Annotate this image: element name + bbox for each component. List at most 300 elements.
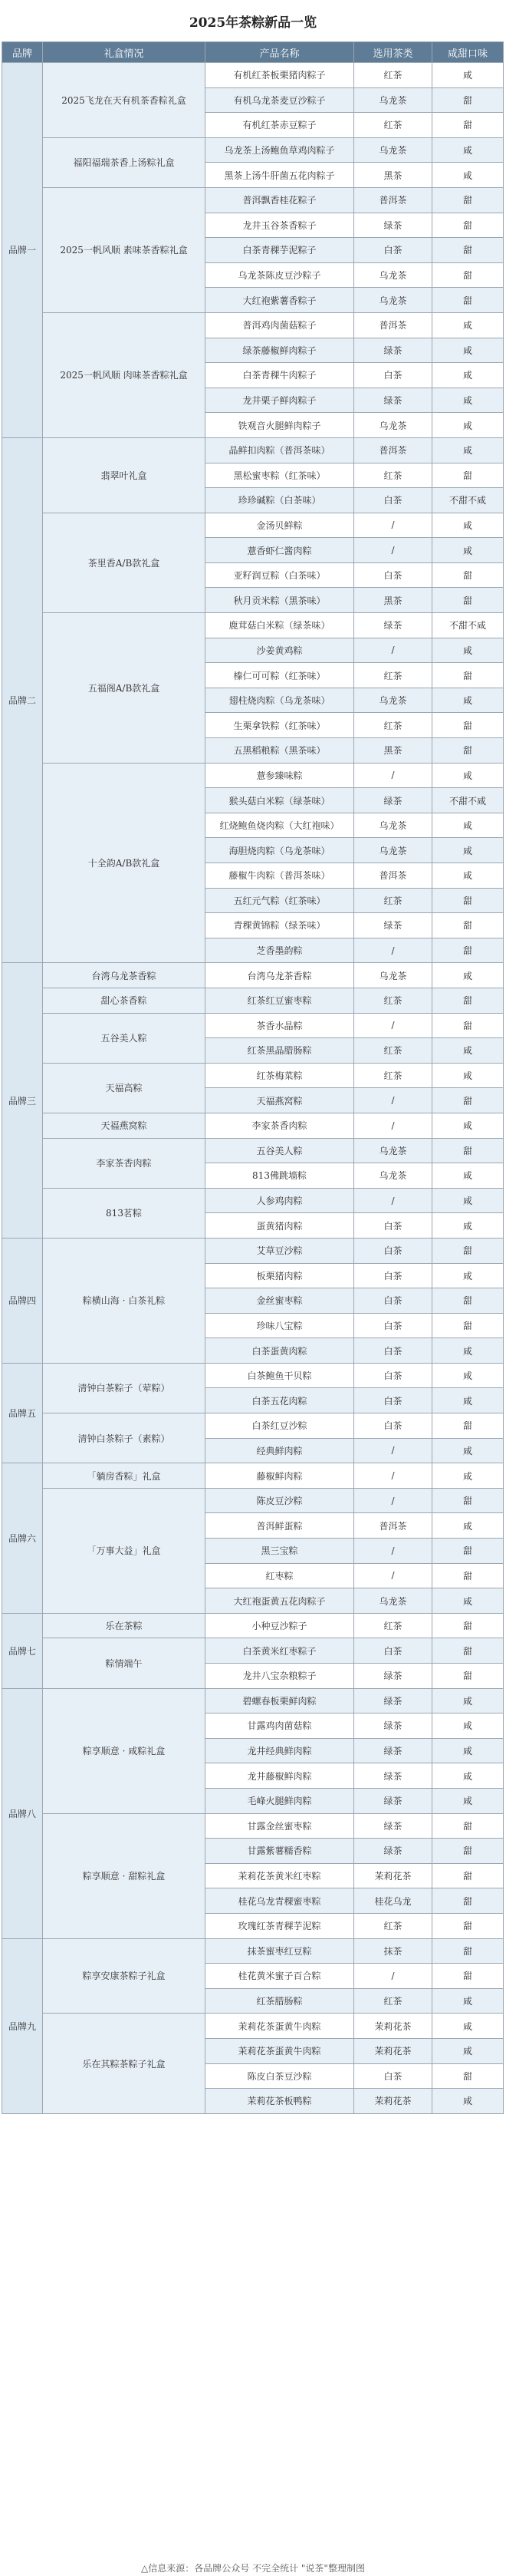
flavor-cell: 甜 — [432, 1913, 504, 1938]
tea-type-cell: 绿茶 — [354, 1813, 432, 1839]
flavor-cell: 咸 — [432, 63, 504, 88]
brand-cell: 品牌四 — [2, 1238, 43, 1363]
product-name-cell: 桂花黄米蜜子百合粽 — [205, 1964, 354, 1989]
flavor-cell: 咸 — [432, 763, 504, 788]
table-row — [2, 963, 504, 988]
tea-type-cell: / — [354, 1488, 432, 1513]
header-brand: 品牌 — [2, 42, 43, 63]
tea-type-cell: 红茶 — [354, 1913, 432, 1938]
product-name-cell: 有机红茶板栗猪肉粽子 — [205, 63, 354, 88]
product-name-cell: 亚籽润豆粽（白茶味） — [205, 562, 354, 588]
flavor-cell: 咸 — [432, 1988, 504, 2014]
flavor-cell: 咸 — [432, 2038, 504, 2063]
flavor-cell: 甜 — [432, 713, 504, 738]
gift-box-cell: 十全韵A/B款礼盒 — [43, 763, 205, 963]
flavor-cell: 咸 — [432, 1388, 504, 1413]
flavor-cell: 甜 — [432, 1938, 504, 1964]
tea-type-cell: 普洱茶 — [354, 437, 432, 463]
gift-box-cell: 2025一帆风顺 素味茶香粽礼盒 — [43, 187, 205, 312]
brand-cell: 品牌一 — [2, 63, 43, 438]
tea-type-cell: 绿茶 — [354, 913, 432, 938]
table-row — [2, 2014, 504, 2039]
table-row — [2, 137, 504, 163]
flavor-cell: 甜 — [432, 187, 504, 213]
tea-type-cell: 绿茶 — [354, 1688, 432, 1713]
table-row — [2, 312, 504, 338]
flavor-cell: 咸 — [432, 1713, 504, 1739]
flavor-cell: 咸 — [432, 413, 504, 438]
product-name-cell: 芝香墨韵粽 — [205, 938, 354, 963]
tea-type-cell: 红茶 — [354, 63, 432, 88]
gift-box-cell: 813茗粽 — [43, 1188, 205, 1238]
flavor-cell: 甜 — [432, 888, 504, 913]
flavor-cell: 甜 — [432, 1863, 504, 1888]
product-name-cell: 榛仁可可粽（红茶味） — [205, 663, 354, 688]
tea-type-cell: / — [354, 763, 432, 788]
product-name-cell: 天福燕窝粽 — [205, 1088, 354, 1113]
flavor-cell: 咸 — [432, 513, 504, 538]
brand-cell: 品牌三 — [2, 963, 43, 1239]
gift-box-cell: 粽享顺意 · 咸粽礼盒 — [43, 1688, 205, 1813]
tea-type-cell: 乌龙茶 — [354, 1138, 432, 1163]
product-name-cell: 普洱飘香桂花粽子 — [205, 187, 354, 213]
product-name-cell: 猴头菇白米粽（绿茶味） — [205, 788, 354, 813]
tea-type-cell: 普洱茶 — [354, 1513, 432, 1539]
gift-box-cell: 2025飞龙在天有机茶香粽礼盒 — [43, 63, 205, 138]
product-name-cell: 鹿茸菇白米粽（绿茶味） — [205, 613, 354, 638]
product-name-cell: 白茶鲍鱼干贝粽 — [205, 1363, 354, 1388]
table-row — [2, 1063, 504, 1088]
flavor-cell: 甜 — [432, 913, 504, 938]
source-footer: △信息来源：各品牌公众号 不完全统计 "说茶"整理制图 — [141, 2562, 365, 2574]
gift-box-cell: 粽享安康茶粽子礼盒 — [43, 1938, 205, 2014]
gift-box-cell: 乐在茶粽 — [43, 1613, 205, 1638]
tea-type-cell: / — [354, 1964, 432, 1989]
flavor-cell: 咸 — [432, 1688, 504, 1713]
tea-type-cell: 红茶 — [354, 1063, 432, 1088]
gift-box-cell: 五谷美人粽 — [43, 1013, 205, 1063]
flavor-cell: 咸 — [432, 1038, 504, 1064]
table-row — [2, 1488, 504, 1513]
product-name-cell: 普洱鲜蛋粽 — [205, 1513, 354, 1539]
product-name-cell: 陈皮豆沙粽 — [205, 1488, 354, 1513]
tea-type-cell: / — [354, 938, 432, 963]
gift-box-cell: 「万事大益」礼盒 — [43, 1488, 205, 1613]
flavor-cell: 甜 — [432, 1613, 504, 1638]
product-name-cell: 红茶红豆蜜枣粽 — [205, 988, 354, 1013]
product-name-cell: 晶鲜扣肉粽（普洱茶味） — [205, 437, 354, 463]
flavor-cell: 咸 — [432, 1513, 504, 1539]
flavor-cell: 咸 — [432, 1113, 504, 1138]
tea-type-cell: 红茶 — [354, 1038, 432, 1064]
product-name-cell: 金汤贝鲜粽 — [205, 513, 354, 538]
product-name-cell: 白茶五花肉粽 — [205, 1388, 354, 1413]
tea-type-cell: 乌龙茶 — [354, 688, 432, 713]
flavor-cell: 不甜不咸 — [432, 488, 504, 513]
product-name-cell: 翅柱烧肉粽（乌龙茶味） — [205, 688, 354, 713]
tea-type-cell: / — [354, 1088, 432, 1113]
product-name-cell: 台湾乌龙茶香粽 — [205, 963, 354, 988]
flavor-cell: 咸 — [432, 1438, 504, 1463]
table-row — [2, 187, 504, 213]
product-name-cell: 白茶蛋黄肉粽 — [205, 1338, 354, 1364]
flavor-cell: 甜 — [432, 262, 504, 288]
product-name-cell: 红茶腊肠粽 — [205, 1988, 354, 2014]
flavor-cell: 甜 — [432, 1813, 504, 1839]
header-flavor: 咸甜口味 — [432, 42, 504, 63]
flavor-cell: 甜 — [432, 1964, 504, 1989]
product-name-cell: 普洱鸡肉菌菇粽子 — [205, 312, 354, 338]
flavor-cell: 咸 — [432, 163, 504, 188]
tea-type-cell: 乌龙茶 — [354, 413, 432, 438]
product-name-cell: 茉莉花茶蛋黄牛肉粽 — [205, 2014, 354, 2039]
product-name-cell: 薏参臻味粽 — [205, 763, 354, 788]
header-tea-type: 选用茶类 — [354, 42, 432, 63]
gift-box-cell: 粽横山海 · 白茶礼粽 — [43, 1238, 205, 1363]
flavor-cell: 咸 — [432, 1163, 504, 1189]
flavor-cell: 甜 — [432, 288, 504, 313]
tea-type-cell: 白茶 — [354, 1313, 432, 1338]
flavor-cell: 甜 — [432, 2063, 504, 2089]
tea-type-cell: 白茶 — [354, 488, 432, 513]
flavor-cell: 甜 — [432, 1664, 504, 1689]
product-name-cell: 茉莉花茶板鸭粽 — [205, 2089, 354, 2114]
product-name-cell: 甘露紫薯糯香粽 — [205, 1839, 354, 1864]
gift-box-cell: 五福阁A/B款礼盒 — [43, 613, 205, 764]
product-name-cell: 蛋黄猪肉粽 — [205, 1213, 354, 1239]
tea-type-cell: 茉莉花茶 — [354, 2038, 432, 2063]
table-row — [2, 988, 504, 1013]
flavor-cell: 甜 — [432, 1839, 504, 1864]
product-name-cell: 海胆烧肉粽（乌龙茶味） — [205, 838, 354, 863]
table-row — [2, 1413, 504, 1439]
gift-box-cell: 粽享顺意 · 甜粽礼盒 — [43, 1813, 205, 1938]
flavor-cell: 甜 — [432, 1238, 504, 1263]
product-name-cell: 毛峰火腿鲜肉粽 — [205, 1788, 354, 1813]
product-name-cell: 沙姜黄鸡粽 — [205, 638, 354, 663]
table-row — [2, 1113, 504, 1138]
flavor-cell: 甜 — [432, 1013, 504, 1038]
product-name-cell: 茉莉花茶黄米红枣粽 — [205, 1863, 354, 1888]
tea-type-cell: 红茶 — [354, 1613, 432, 1638]
tea-type-cell: 乌龙茶 — [354, 87, 432, 113]
tea-type-cell: 红茶 — [354, 988, 432, 1013]
tea-type-cell: 茉莉花茶 — [354, 2089, 432, 2114]
table-row — [2, 1688, 504, 1713]
gift-box-cell: 翡翠叶礼盒 — [43, 437, 205, 513]
tea-type-cell: 绿茶 — [354, 1788, 432, 1813]
product-name-cell: 813佛跳墙粽 — [205, 1163, 354, 1189]
product-name-cell: 茉莉花茶蛋黄牛肉粽 — [205, 2038, 354, 2063]
flavor-cell: 咸 — [432, 688, 504, 713]
tea-type-cell: 白茶 — [354, 1263, 432, 1288]
tea-type-cell: 白茶 — [354, 1288, 432, 1314]
flavor-cell: 咸 — [432, 1463, 504, 1489]
product-name-cell: 龙井藤椒鲜肉粽 — [205, 1763, 354, 1789]
flavor-cell: 甜 — [432, 213, 504, 238]
flavor-cell: 甜 — [432, 938, 504, 963]
tea-type-cell: 白茶 — [354, 1338, 432, 1364]
product-name-cell: 经典鲜肉粽 — [205, 1438, 354, 1463]
product-name-cell: 铁观音火腿鲜肉粽子 — [205, 413, 354, 438]
product-name-cell: 碧螺春板栗鲜肉粽 — [205, 1688, 354, 1713]
flavor-cell: 甜 — [432, 1888, 504, 1914]
table-row — [2, 1013, 504, 1038]
tea-type-cell: 黑茶 — [354, 163, 432, 188]
tea-type-cell: 绿茶 — [354, 338, 432, 363]
product-name-cell: 龙井玉谷茶香粽子 — [205, 213, 354, 238]
tea-type-cell: 乌龙茶 — [354, 1588, 432, 1614]
flavor-cell: 甜 — [432, 1563, 504, 1588]
tea-type-cell: 白茶 — [354, 238, 432, 263]
gift-box-cell: 天福燕窝粽 — [43, 1113, 205, 1138]
product-name-cell: 黑松蜜枣粽（红茶味） — [205, 463, 354, 488]
flavor-cell: 咸 — [432, 638, 504, 663]
tea-type-cell: 绿茶 — [354, 1664, 432, 1689]
product-name-cell: 红茶梅菜粽 — [205, 1063, 354, 1088]
gift-box-cell: 台湾乌龙茶香粽 — [43, 963, 205, 988]
table-row — [2, 1138, 504, 1163]
table-row — [2, 1813, 504, 1839]
flavor-cell: 咸 — [432, 2089, 504, 2114]
tea-type-cell: 普洱茶 — [354, 312, 432, 338]
tea-type-cell: 白茶 — [354, 363, 432, 388]
brand-cell: 品牌九 — [2, 1938, 43, 2113]
flavor-cell: 咸 — [432, 838, 504, 863]
flavor-cell: 甜 — [432, 238, 504, 263]
flavor-cell: 甜 — [432, 988, 504, 1013]
tea-type-cell: 绿茶 — [354, 1713, 432, 1739]
product-name-cell: 龙井八宝杂粮粽子 — [205, 1664, 354, 1689]
tea-type-cell: 乌龙茶 — [354, 262, 432, 288]
tea-type-cell: 红茶 — [354, 888, 432, 913]
flavor-cell: 甜 — [432, 663, 504, 688]
gift-box-cell: 清钟白茶粽子（荤粽） — [43, 1363, 205, 1413]
product-name-cell: 金丝蜜枣粽 — [205, 1288, 354, 1314]
tea-type-cell: / — [354, 513, 432, 538]
product-name-cell: 珍味八宝粽 — [205, 1313, 354, 1338]
page-title: 2025年茶粽新品一览 — [189, 15, 317, 31]
table-row — [2, 513, 504, 538]
tea-type-cell: 绿茶 — [354, 388, 432, 413]
flavor-cell: 咸 — [432, 2014, 504, 2039]
product-name-cell: 黑茶上汤牛肝菌五花肉粽子 — [205, 163, 354, 188]
tea-type-cell: 普洱茶 — [354, 187, 432, 213]
flavor-cell: 甜 — [432, 1313, 504, 1338]
gift-box-cell: 天福高粽 — [43, 1063, 205, 1113]
flavor-cell: 甜 — [432, 738, 504, 764]
gift-box-cell: 福阳福瑞茶香上汤粽礼盒 — [43, 137, 205, 187]
gift-box-cell: 李家茶香肉粽 — [43, 1138, 205, 1188]
flavor-cell: 咸 — [432, 1788, 504, 1813]
tea-type-cell: / — [354, 538, 432, 563]
product-name-cell: 有机乌龙茶麦豆沙粽子 — [205, 87, 354, 113]
tea-type-cell: 白茶 — [354, 1413, 432, 1439]
product-name-cell: 龙井经典鲜肉粽 — [205, 1738, 354, 1763]
tea-type-cell: 白茶 — [354, 1238, 432, 1263]
product-name-cell: 小种豆沙粽子 — [205, 1613, 354, 1638]
tea-type-cell: 茉莉花茶 — [354, 1863, 432, 1888]
tea-type-cell: 绿茶 — [354, 1839, 432, 1864]
flavor-cell: 咸 — [432, 363, 504, 388]
tea-type-cell: / — [354, 1113, 432, 1138]
product-name-cell: 青稞黄锦粽（绿茶味） — [205, 913, 354, 938]
product-name-cell: 大红袍紫薯香粽子 — [205, 288, 354, 313]
tea-type-cell: 茉莉花茶 — [354, 2014, 432, 2039]
gift-box-cell: 粽情端午 — [43, 1638, 205, 1688]
product-name-cell: 红枣粽 — [205, 1563, 354, 1588]
flavor-cell: 甜 — [432, 562, 504, 588]
table-row — [2, 437, 504, 463]
tea-type-cell: 红茶 — [354, 113, 432, 138]
product-name-cell: 秋月贡米粽（黑茶味） — [205, 588, 354, 613]
tea-type-cell: 桂花乌龙 — [354, 1888, 432, 1914]
flavor-cell: 咸 — [432, 388, 504, 413]
flavor-cell: 咸 — [432, 1213, 504, 1239]
product-name-cell: 板栗猪肉粽 — [205, 1263, 354, 1288]
tea-type-cell: 白茶 — [354, 1213, 432, 1239]
product-name-cell: 红烧鲍鱼烧肉粽（大红袍味） — [205, 813, 354, 838]
flavor-cell: 甜 — [432, 1288, 504, 1314]
tea-type-cell: / — [354, 638, 432, 663]
table-row — [2, 1613, 504, 1638]
table-row — [2, 613, 504, 638]
tea-type-cell: 黑茶 — [354, 738, 432, 764]
product-name-cell: 桂花乌龙青稞蜜枣粽 — [205, 1888, 354, 1914]
product-name-cell: 五红元气粽（红茶味） — [205, 888, 354, 913]
flavor-cell: 甜 — [432, 1539, 504, 1564]
flavor-cell: 咸 — [432, 1588, 504, 1614]
table-row — [2, 1938, 504, 1964]
flavor-cell: 甜 — [432, 1488, 504, 1513]
flavor-cell: 不甜不咸 — [432, 613, 504, 638]
product-name-cell: 人参鸡肉粽 — [205, 1188, 354, 1213]
tea-type-cell: / — [354, 1438, 432, 1463]
product-name-cell: 薏香虾仁酱肉粽 — [205, 538, 354, 563]
tea-type-cell: 红茶 — [354, 463, 432, 488]
flavor-cell: 咸 — [432, 1188, 504, 1213]
gift-box-cell: 清钟白茶粽子（素粽） — [43, 1413, 205, 1463]
table-header-row — [2, 42, 504, 63]
product-name-cell: 珍珍碱粽（白茶味） — [205, 488, 354, 513]
flavor-cell: 咸 — [432, 963, 504, 988]
tea-type-cell: 白茶 — [354, 562, 432, 588]
product-name-cell: 有机红茶赤豆粽子 — [205, 113, 354, 138]
tea-type-cell: / — [354, 1463, 432, 1489]
product-name-cell: 甘露金丝蜜枣粽 — [205, 1813, 354, 1839]
flavor-cell: 咸 — [432, 1363, 504, 1388]
tea-type-cell: / — [354, 1013, 432, 1038]
tea-type-cell: 白茶 — [354, 1388, 432, 1413]
product-name-cell: 龙井栗子鲜肉粽子 — [205, 388, 354, 413]
flavor-cell: 咸 — [432, 1763, 504, 1789]
flavor-cell: 不甜不咸 — [432, 788, 504, 813]
tea-type-cell: / — [354, 1563, 432, 1588]
tea-type-cell: 抹茶 — [354, 1938, 432, 1964]
product-name-cell: 白茶青稞牛肉粽子 — [205, 363, 354, 388]
brand-cell: 品牌八 — [2, 1688, 43, 1938]
tea-type-cell: 乌龙茶 — [354, 137, 432, 163]
flavor-cell: 咸 — [432, 312, 504, 338]
gift-box-cell: 茶里香A/B款礼盒 — [43, 513, 205, 612]
product-name-cell: 白茶黄米红枣粽子 — [205, 1638, 354, 1664]
table-row — [2, 1238, 504, 1263]
tea-type-cell: 乌龙茶 — [354, 813, 432, 838]
flavor-cell: 甜 — [432, 588, 504, 613]
product-name-cell: 生栗拿铁粽（红茶味） — [205, 713, 354, 738]
product-name-cell: 甘露鸡肉菌菇粽 — [205, 1713, 354, 1739]
product-name-cell: 陈皮白茶豆沙粽 — [205, 2063, 354, 2089]
gift-box-cell: 甜心茶香粽 — [43, 988, 205, 1013]
product-name-cell: 抹茶蜜枣红豆粽 — [205, 1938, 354, 1964]
brand-cell: 品牌六 — [2, 1463, 43, 1614]
flavor-cell: 甜 — [432, 463, 504, 488]
gift-box-cell: 「躺房香粽」礼盒 — [43, 1463, 205, 1489]
table-row — [2, 1363, 504, 1388]
product-name-cell: 茶香水晶粽 — [205, 1013, 354, 1038]
gift-box-cell: 乐在其粽茶粽子礼盒 — [43, 2014, 205, 2113]
flavor-cell: 咸 — [432, 813, 504, 838]
header-product-name: 产品名称 — [205, 42, 354, 63]
gift-box-cell: 2025一帆风顺 肉味茶香粽礼盒 — [43, 312, 205, 437]
product-name-cell: 乌龙茶上汤鲍鱼草鸡肉粽子 — [205, 137, 354, 163]
tea-type-cell: 白茶 — [354, 2063, 432, 2089]
flavor-cell: 咸 — [432, 863, 504, 889]
flavor-cell: 甜 — [432, 87, 504, 113]
product-name-cell: 绿茶藤椒鲜肉粽子 — [205, 338, 354, 363]
tea-type-cell: / — [354, 1539, 432, 1564]
flavor-cell: 咸 — [432, 1263, 504, 1288]
table-body — [2, 63, 504, 2114]
table-row — [2, 63, 504, 88]
product-name-cell: 藤椒鲜肉粽 — [205, 1463, 354, 1489]
product-name-cell: 大红袍蛋黄五花肉粽子 — [205, 1588, 354, 1614]
tea-type-cell: 乌龙茶 — [354, 288, 432, 313]
table-row — [2, 1638, 504, 1664]
flavor-cell: 甜 — [432, 1138, 504, 1163]
tea-type-cell: 红茶 — [354, 713, 432, 738]
flavor-cell: 咸 — [432, 1738, 504, 1763]
tea-type-cell: 白茶 — [354, 1638, 432, 1664]
brand-cell: 品牌七 — [2, 1613, 43, 1688]
brand-cell: 品牌二 — [2, 437, 43, 962]
tea-type-cell: 绿茶 — [354, 1763, 432, 1789]
table-row — [2, 763, 504, 788]
product-name-cell: 玫瑰红茶青稞芋泥粽 — [205, 1913, 354, 1938]
product-name-cell: 乌龙茶陈皮豆沙粽子 — [205, 262, 354, 288]
flavor-cell: 甜 — [432, 1638, 504, 1664]
flavor-cell: 咸 — [432, 338, 504, 363]
tea-type-cell: 绿茶 — [354, 1738, 432, 1763]
tea-type-cell: 普洱茶 — [354, 863, 432, 889]
product-name-cell: 黑三宝粽 — [205, 1539, 354, 1564]
flavor-cell: 咸 — [432, 1338, 504, 1364]
tea-type-cell: 白茶 — [354, 1363, 432, 1388]
tea-type-cell: 绿茶 — [354, 213, 432, 238]
product-name-cell: 五谷美人粽 — [205, 1138, 354, 1163]
tea-type-cell: 乌龙茶 — [354, 963, 432, 988]
tea-type-cell: 红茶 — [354, 663, 432, 688]
flavor-cell: 咸 — [432, 538, 504, 563]
tea-type-cell: / — [354, 1188, 432, 1213]
product-name-cell: 白茶红豆沙粽 — [205, 1413, 354, 1439]
flavor-cell: 甜 — [432, 1088, 504, 1113]
tea-type-cell: 绿茶 — [354, 613, 432, 638]
product-name-cell: 白茶青稞芋泥粽子 — [205, 238, 354, 263]
product-name-cell: 艾草豆沙粽 — [205, 1238, 354, 1263]
product-name-cell: 藤椒牛肉粽（普洱茶味） — [205, 863, 354, 889]
product-name-cell: 李家茶香肉粽 — [205, 1113, 354, 1138]
